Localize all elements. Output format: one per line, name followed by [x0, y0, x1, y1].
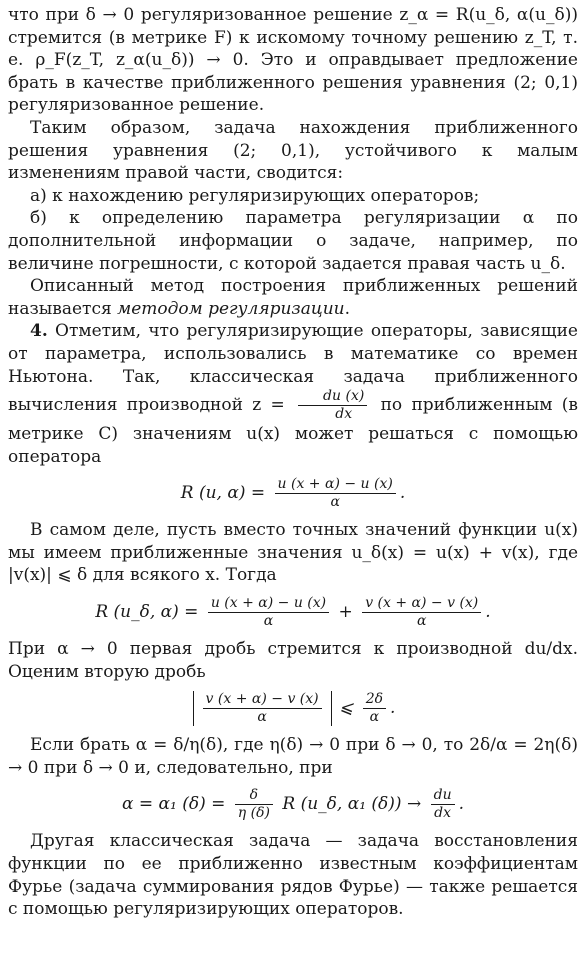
- derivative-fraction: [298, 388, 367, 423]
- paragraph-reduction: Таким образом, задача нахождения приближенного решения уравнения (2; 0,1), устойчивого к малым изменениям правой части, сводится:: [8, 117, 578, 184]
- equation-3: [8, 691, 578, 726]
- paragraph-fourier: Другая классическая задача — задача восстановления функции по ее приближенно известным коэффициентам Фурье (задача суммирования рядов Фурье) — также решается с помощью регуляризирующих операторов.: [8, 831, 578, 920]
- eq2-fraction-1: [208, 595, 329, 630]
- equation-2: [8, 595, 578, 630]
- method-text: Описанный метод построения приближенных решений называется: [8, 276, 578, 319]
- eq1-denominator: α: [330, 494, 340, 511]
- list-item-b: б) к определению параметра регуляризации α по дополнительной информации о задаче, например, по величине погрешности, с которой задается правая часть u_δ.: [8, 208, 578, 274]
- eq2-plus: +: [333, 602, 359, 623]
- section-number: 4.: [30, 321, 48, 342]
- eq2-denominator-2: α: [416, 613, 427, 630]
- derivative-denominator: dx: [335, 406, 353, 423]
- eq4-lhs: α = α₁ (δ) =: [121, 794, 231, 815]
- eq1-fraction: [275, 476, 396, 511]
- derivative-numerator: du (x): [298, 388, 367, 406]
- list-item-a: а) к нахождению регуляризирующих операторов;: [30, 185, 480, 206]
- eq3-rhs-numerator: 2δ: [363, 691, 386, 709]
- paragraph-intro: что при δ → 0 регуляризованное решение z_α = R(u_δ, α(u_δ)) стремится (в метрике F) к искомому точному решению z_T, т. е. ρ_F(z_T, z_α(u_δ)) → 0. Это и оправдывает предложение брать в качестве приближенного решения уравнения (2; 0,1) регуляризованное решение.: [8, 5, 578, 116]
- equation-1: [8, 476, 578, 511]
- eq1-lhs: R (u, α) =: [180, 483, 271, 504]
- eq3-denominator: α: [257, 709, 267, 726]
- paragraph-limit: При α → 0 первая дробь стремится к производной du/dx. Оценим вторую дробь: [8, 639, 578, 682]
- paragraph-method: [8, 275, 578, 320]
- eq2-fraction-2: [362, 595, 481, 630]
- eq4-rhs-numerator: du: [431, 787, 455, 805]
- eq4-denominator: η (δ): [237, 805, 270, 822]
- eq4-fraction: [235, 787, 273, 822]
- eq2-denominator-1: α: [263, 613, 274, 630]
- eq4-end: .: [458, 794, 464, 815]
- eq2-end: .: [485, 602, 491, 623]
- eq1-end: .: [399, 483, 406, 504]
- absolute-value: [193, 691, 332, 726]
- eq3-rhs-denominator: α: [369, 709, 380, 726]
- eq4-rhs-denominator: dx: [434, 805, 452, 822]
- paragraph-proof: В самом деле, пусть вместо точных значений функции u(x) мы имеем приближенные значения u_δ(x) = u(x) + v(x), где |v(x)| ⩽ δ для всякого x. Тогда: [8, 520, 578, 586]
- paragraph-choice: Если брать α = δ/η(δ), где η(δ) → 0 при δ → 0, то 2δ/α = 2η(δ) → 0 при δ → 0 и, следовательно, при: [8, 735, 578, 778]
- eq3-end: .: [390, 698, 396, 719]
- eq3-rhs-fraction: [363, 691, 386, 726]
- eq2-lhs: R (u_δ, α) =: [95, 602, 204, 623]
- eq3-numerator: v (x + α) − v (x): [203, 691, 322, 709]
- section-4-text-b: по приближенным (в метрике C) значениям u(x) может решаться с помощью оператора: [8, 395, 578, 467]
- section-4-text-a: Отметим, что регуляризирующие операторы, зависящие от параметра, использовались в математике со времен Ньютона. Так, классическая задача приближенного вычисления производной z =: [8, 321, 578, 416]
- eq2-numerator-1: u (x + α) − u (x): [208, 595, 329, 613]
- method-end: .: [344, 298, 350, 319]
- eq3-fraction: [203, 691, 322, 726]
- eq4-rhs-fraction: [431, 787, 455, 822]
- eq4-numerator: δ: [235, 787, 273, 805]
- eq2-numerator-2: v (x + α) − v (x): [362, 595, 481, 613]
- eq3-le: ⩽: [333, 698, 359, 719]
- method-term: методом регуляризации: [117, 298, 345, 319]
- eq1-numerator: u (x + α) − u (x): [275, 476, 396, 494]
- eq4-mid: R (u_δ, α₁ (δ)) →: [276, 794, 427, 815]
- paragraph-section-4: [8, 320, 578, 468]
- equation-4: [8, 787, 578, 822]
